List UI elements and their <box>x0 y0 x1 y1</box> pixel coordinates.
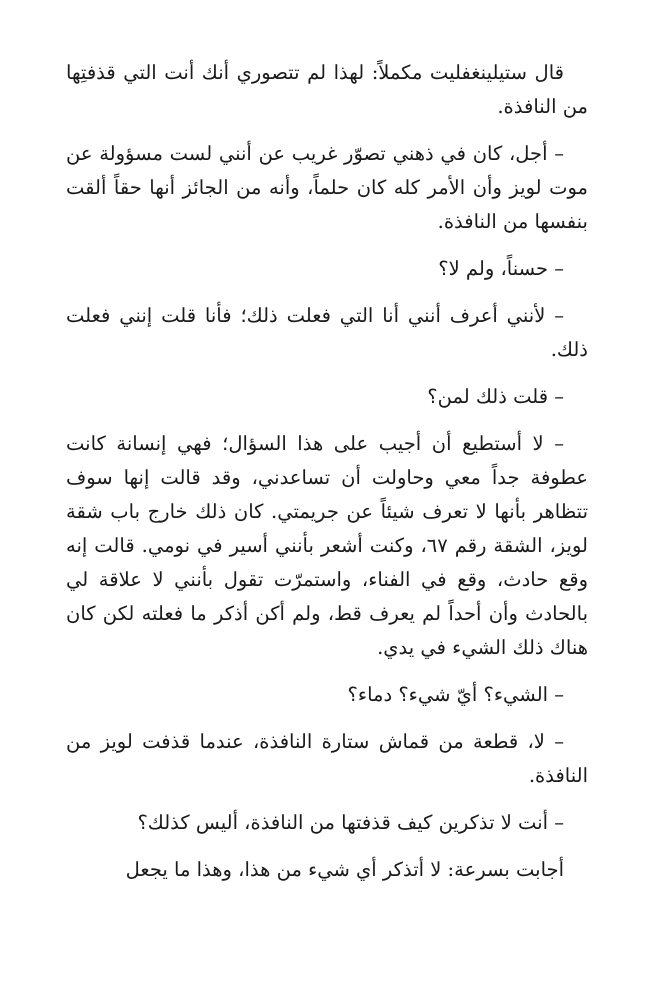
paragraph-1: قال ستيلينغفليت مكملاً: لهذا لم تتصوري أنك أنت التي قذفتِها من النافذة. <box>66 61 588 118</box>
paragraph-6: – لا أستطيع أن أجيب على هذا السؤال؛ فهي إنسانة كانت عطوفة جداً معي وحاولت أن تساعدني، وقد قالت إنها سوف تتظاهر بأنها لا تعرف شيئاً عن جريمتي. كان ذلك خارج باب شقة لويز، الشقة رقم ٦٧، وكنت أشعر بأنني أسير في نومي. قالت إنه وقع حادث، وقع في الفناء، واستمرّت تقول بأنني لا علاقة لي بالحادث وأن أحداً لم يعرف قط، ولم أكن أذكر ما فعلته لكن كان هناك ذلك الشيء في يدي. <box>66 432 588 659</box>
paragraph-3: – حسناً، ولم لا؟ <box>438 257 564 280</box>
paragraph-5: – قلت ذلك لمن؟ <box>427 385 564 408</box>
book-page <box>66 56 588 887</box>
paragraph-7: – الشيء؟ أيّ شيء؟ دماء؟ <box>347 683 564 706</box>
paragraph-4: – لأنني أعرف أنني أنا التي فعلت ذلك؛ فأنا قلت إنني فعلت ذلك. <box>66 304 588 361</box>
paragraph-9: – أنت لا تذكرين كيف قذفتها من النافذة، أليس كذلك؟ <box>137 811 564 834</box>
paragraph-10: أجابت بسرعة: لا أتذكر أي شيء من هذا، وهذا ما يجعل <box>125 858 564 881</box>
paragraph-8: – لا، قطعة من قماش ستارة النافذة، عندما قذفت لويز من النافذة. <box>66 730 588 787</box>
paragraph-2: – أجل، كان في ذهني تصوّر غريب عن أنني لست مسؤولة عن موت لويز وأن الأمر كله كان حلماً، وأنه من الجائز أنها حقاً ألقت بنفسها من النافذة. <box>66 142 588 233</box>
